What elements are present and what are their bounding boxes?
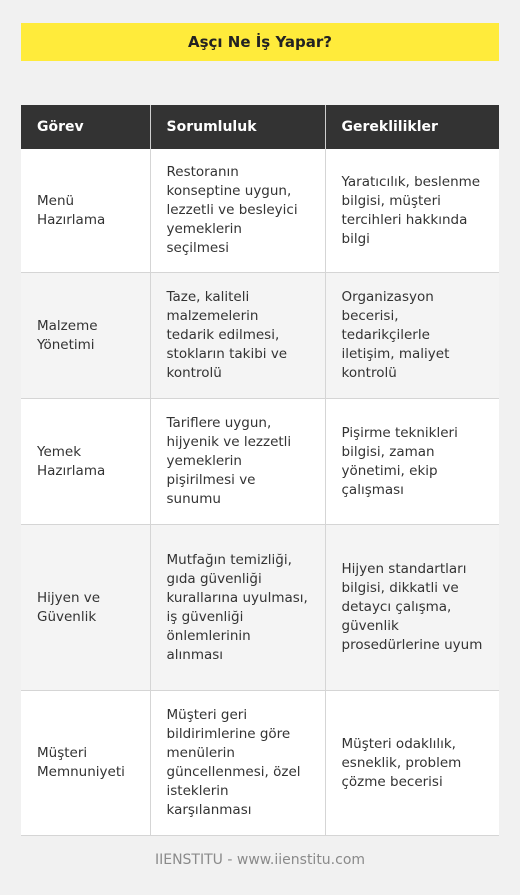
table-row	[21, 691, 499, 836]
column-header-responsibility: Sorumluluk	[150, 105, 325, 149]
footer-credit: IIENSTITU - www.iienstitu.com	[154, 852, 366, 868]
table-cell-responsibility: Tariflere uygun, hijyenik ve lezzetli yemeklerin pişirilmesi ve sunumu	[150, 399, 325, 525]
table-cell-task: Menü Hazırlama	[21, 149, 150, 273]
column-header-requirements: Gereklilikler	[325, 105, 499, 149]
table-cell-requirements: Organizasyon becerisi, tedarikçilerle iletişim, maliyet kontrolü	[325, 273, 499, 399]
table-cell-task: Hijyen ve Güvenlik	[21, 525, 150, 691]
table-cell-requirements: Yaratıcılık, beslenme bilgisi, müşteri tercihleri hakkında bilgi	[325, 149, 499, 273]
table-cell-responsibility: Müşteri geri bildirimlerine göre menülerin güncellenmesi, özel isteklerin karşılanması	[150, 691, 325, 836]
table-row	[21, 273, 499, 399]
table-row	[21, 525, 499, 691]
table-row	[21, 149, 499, 273]
table-cell-responsibility: Taze, kaliteli malzemelerin tedarik edilmesi, stokların takibi ve kontrolü	[150, 273, 325, 399]
task-table	[21, 105, 499, 836]
table-row	[21, 399, 499, 525]
table-cell-task: Müşteri Memnuniyeti	[21, 691, 150, 836]
table-header-row	[21, 105, 499, 149]
column-header-task: Görev	[21, 105, 150, 149]
table-cell-task: Yemek Hazırlama	[21, 399, 150, 525]
table-cell-requirements: Pişirme teknikleri bilgisi, zaman yönetimi, ekip çalışması	[325, 399, 499, 525]
table-cell-requirements: Hijyen standartları bilgisi, dikkatli ve detaycı çalışma, güvenlik prosedürlerine uyum	[325, 525, 499, 691]
table-cell-responsibility: Mutfağın temizliği, gıda güvenliği kurallarına uyulması, iş güvenliği önlemlerinin alınması	[150, 525, 325, 691]
page-title: Aşçı Ne İş Yapar?	[21, 23, 499, 61]
table-cell-task: Malzeme Yönetimi	[21, 273, 150, 399]
table-cell-requirements: Müşteri odaklılık, esneklik, problem çözme becerisi	[325, 691, 499, 836]
table-cell-responsibility: Restoranın konseptine uygun, lezzetli ve besleyici yemeklerin seçilmesi	[150, 149, 325, 273]
